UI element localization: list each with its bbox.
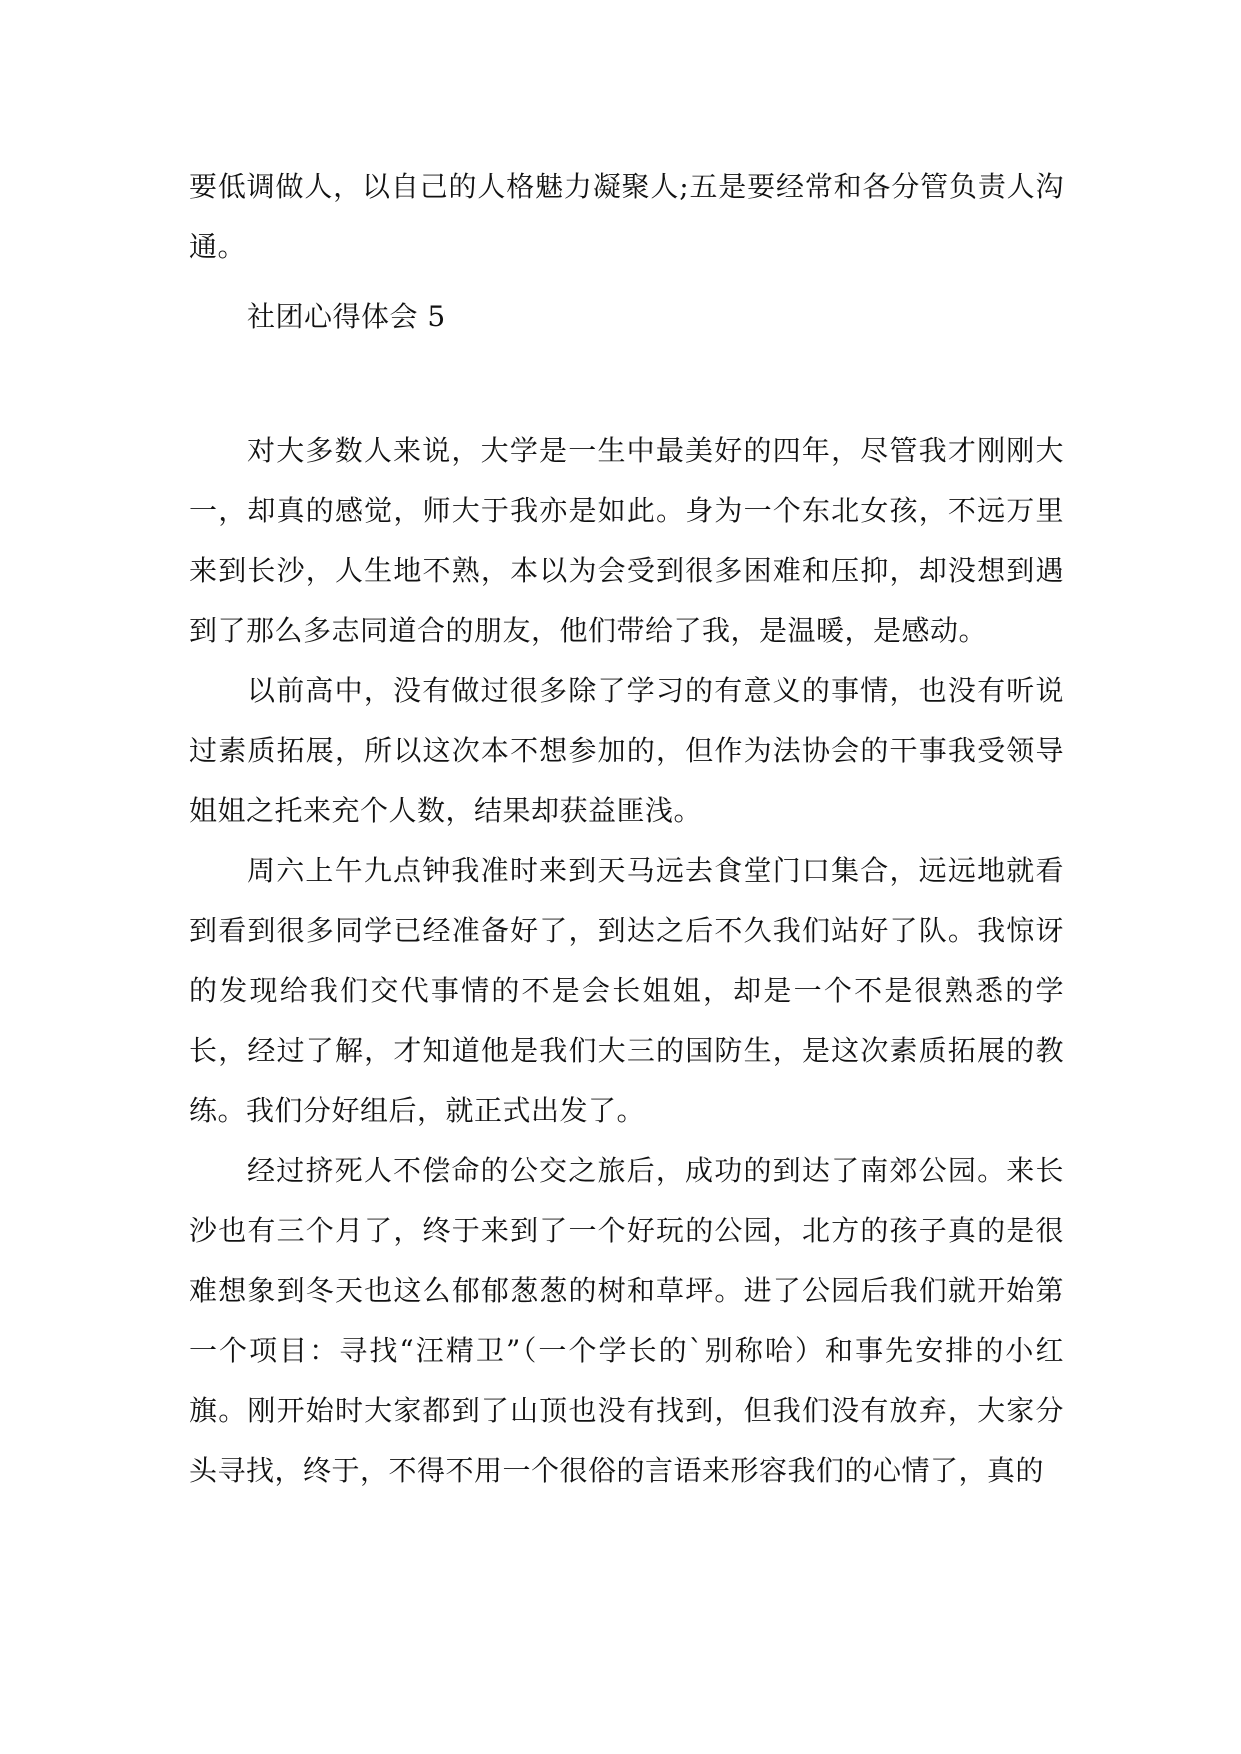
paragraph-1: 对大多数人来说，大学是一生中最美好的四年，尽管我才刚刚大一，却真的感觉，师大于我亦是如此。身为一个东北女孩，不远万里来到长沙，人生地不熟，本以为会受到很多困难和压抑，却没想到遇到了那么多志同道合的朋友，他们带给了我，是温暖，是感动。 — [189, 434, 1064, 647]
paragraph-4: 经过挤死人不偿命的公交之旅后，成功的到达了南郊公园。来长沙也有三个月了，终于来到了一个好玩的公园，北方的孩子真的是很难想象到冬天也这么郁郁葱葱的树和草坪。进了公园后我们就开始第一个项目：寻找“汪精卫”（一个学长的`别称哈）和事先安排的小红旗。刚开始时大家都到了山顶也没有找到，但我们没有放弃，大家分头寻找，终于，不得不用一个很俗的言语来形容我们的心情了，真的 — [189, 1154, 1064, 1487]
continuation-paragraph — [189, 157, 1064, 277]
paragraph-3: 周六上午九点钟我准时来到天马远去食堂门口集合，远远地就看到看到很多同学已经准备好了，到达之后不久我们站好了队。我惊讶的发现给我们交代事情的不是会长姐姐，却是一个不是很熟悉的学长，经过了解，才知道他是我们大三的国防生，是这次素质拓展的教练。我们分好组后，就正式出发了。 — [189, 854, 1064, 1127]
section-title: 社团心得体会 5 — [247, 300, 446, 333]
paragraph-2: 以前高中，没有做过很多除了学习的有意义的事情，也没有听说过素质拓展，所以这次本不想参加的，但作为法协会的干事我受领导姐姐之托来充个人数，结果却获益匪浅。 — [189, 674, 1064, 827]
continuation-text: 要低调做人，以自己的人格魅力凝聚人;五是要经常和各分管负责人沟通。 — [189, 170, 1064, 263]
body-paragraphs — [189, 421, 1064, 1501]
